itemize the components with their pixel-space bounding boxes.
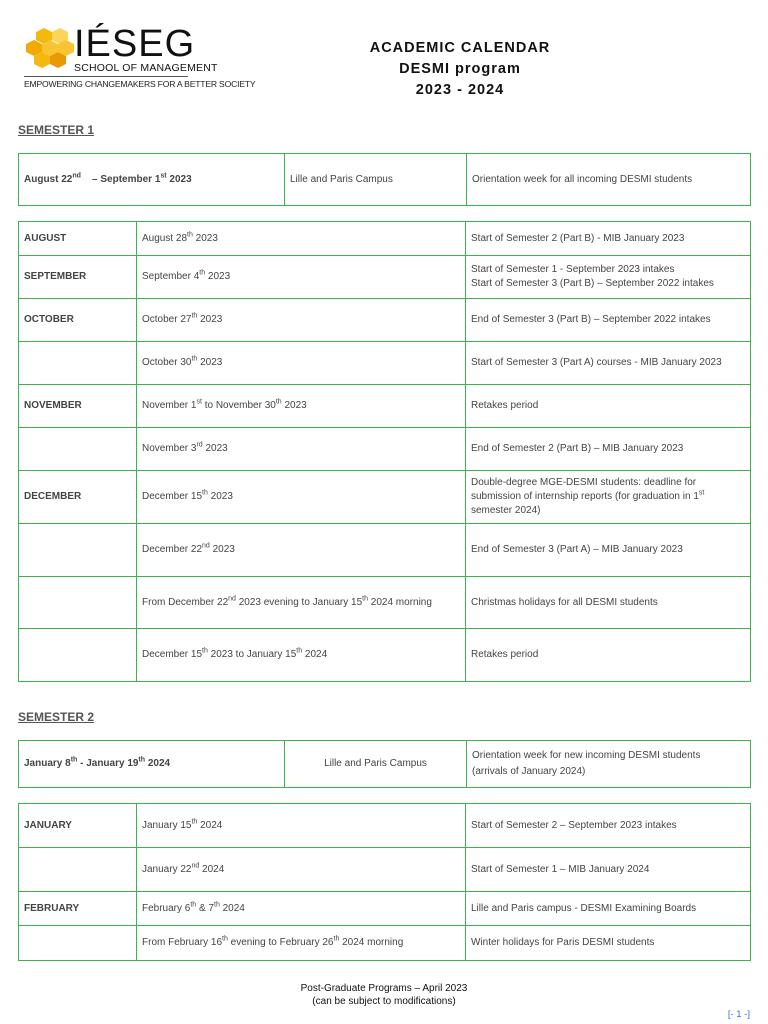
program-title: DESMI program [399,61,521,77]
calendar-row [19,385,751,428]
event-cell: Winter holidays for Paris DESMI students [466,926,751,961]
calendar-row [19,471,751,524]
semester-1-orientation-table [18,153,751,206]
orientation-event: Orientation week for all incoming DESMI students [467,154,751,206]
event-cell: Start of Semester 2 (Part B) - MIB January 2023 [466,222,751,256]
date-cell: December 15th 2023 to January 15th 2024 [137,629,466,682]
footer-disclaimer: (can be subject to modifications) [312,996,456,1007]
calendar-row [19,848,751,892]
event-cell: End of Semester 3 (Part A) – MIB January 2023 [466,524,751,577]
logo-subtitle: SCHOOL OF MANAGEMENT [74,62,218,74]
calendar-row [19,892,751,926]
orientation-dates: January 8th - January 19th 2024 [19,741,285,788]
event-cell: Christmas holidays for all DESMI students [466,577,751,629]
month-cell: JANUARY [19,804,137,848]
date-cell: February 6th & 7th 2024 [137,892,466,926]
date-cell: September 4th 2023 [137,256,466,299]
date-cell: January 22nd 2024 [137,848,466,892]
orientation-campus: Lille and Paris Campus [285,741,467,788]
date-cell: From December 22nd 2023 evening to January 15th 2024 morning [137,577,466,629]
date-cell: October 30th 2023 [137,342,466,385]
calendar-title: ACADEMIC CALENDAR [369,40,551,56]
logo-wordmark: IÉSEG [74,23,196,65]
date-cell: August 28th 2023 [137,222,466,256]
date-cell: November 1st to November 30th 2023 [137,385,466,428]
calendar-row [19,428,751,471]
semester-2-orientation-table [18,740,751,788]
calendar-row [19,577,751,629]
month-cell: AUGUST [19,222,137,256]
month-cell: DECEMBER [19,471,137,524]
month-cell [19,342,137,385]
orientation-dates: August 22nd – September 1st 2023 [19,154,285,206]
event-cell: Start of Semester 3 (Part A) courses - MIB January 2023 [466,342,751,385]
orientation-event: Orientation week for new incoming DESMI students (arrivals of January 2024) [467,741,751,788]
date-cell: January 15th 2024 [137,804,466,848]
event-cell: Lille and Paris campus - DESMI Examining Boards [466,892,751,926]
semester-2-heading: SEMESTER 2 [18,710,95,724]
calendar-row [19,256,751,299]
page-number: [- 1 -] [727,1009,750,1020]
event-cell: Start of Semester 1 – MIB January 2024 [466,848,751,892]
footer-programs: Post-Graduate Programs – April 2023 [300,983,468,994]
month-cell: NOVEMBER [19,385,137,428]
month-cell [19,926,137,961]
month-cell [19,848,137,892]
event-cell: End of Semester 3 (Part B) – September 2022 intakes [466,299,751,342]
date-cell: October 27th 2023 [137,299,466,342]
calendar-row [19,926,751,961]
event-cell: Retakes period [466,385,751,428]
logo-tagline: EMPOWERING CHANGEMAKERS FOR A BETTER SOCIETY [24,79,256,89]
date-cell: December 15th 2023 [137,471,466,524]
month-cell: FEBRUARY [19,892,137,926]
event-cell: Start of Semester 2 – September 2023 intakes [466,804,751,848]
orientation-row [19,741,751,788]
calendar-row [19,629,751,682]
calendar-row [19,222,751,256]
date-cell: From February 16th evening to February 26th 2024 morning [137,926,466,961]
orientation-campus: Lille and Paris Campus [285,154,467,206]
month-cell [19,629,137,682]
orientation-row [19,154,751,206]
event-cell: End of Semester 2 (Part B) – MIB January 2023 [466,428,751,471]
date-cell: November 3rd 2023 [137,428,466,471]
month-cell [19,524,137,577]
calendar-row [19,342,751,385]
date-cell: December 22nd 2023 [137,524,466,577]
semester-1-heading: SEMESTER 1 [18,123,95,137]
calendar-row [19,524,751,577]
calendar-row [19,804,751,848]
event-cell: Double-degree MGE-DESMI students: deadline for submission of internship reports (for graduation in 1st semester 2024) [466,471,751,524]
month-cell: SEPTEMBER [19,256,137,299]
semester-2-table [18,803,751,961]
event-cell: Start of Semester 1 - September 2023 intakes Start of Semester 3 (Part B) – September 2022 intakes [466,256,751,299]
month-cell [19,577,137,629]
event-cell: Retakes period [466,629,751,682]
semester-1-table [18,221,751,682]
month-cell [19,428,137,471]
calendar-row [19,299,751,342]
month-cell: OCTOBER [19,299,137,342]
academic-year: 2023 - 2024 [415,82,505,98]
